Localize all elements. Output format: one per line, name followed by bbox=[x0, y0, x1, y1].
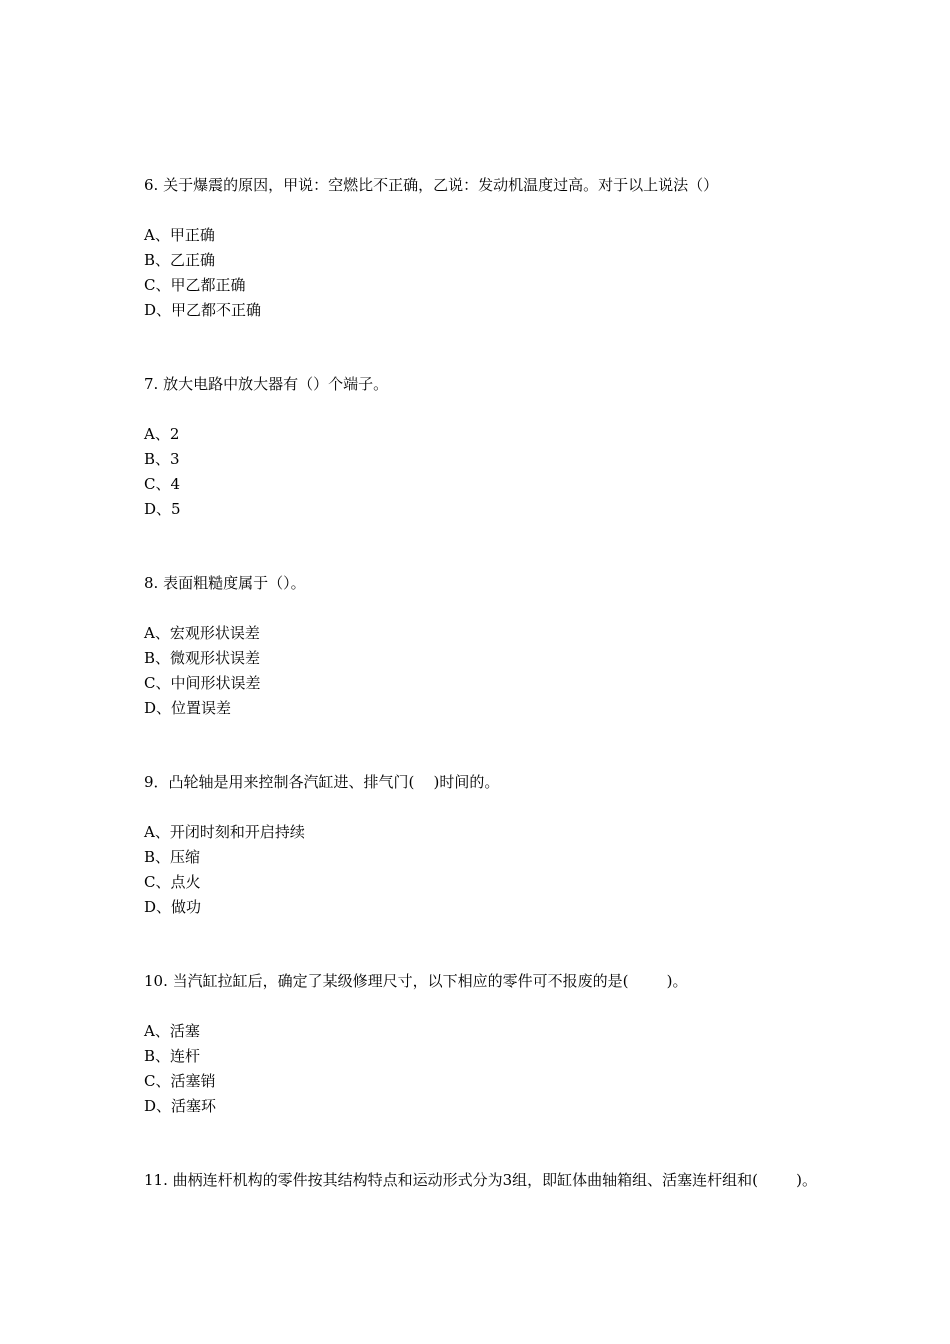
option-c: C、4 bbox=[144, 475, 181, 493]
option-b: B、乙正确 bbox=[144, 251, 216, 269]
option-a: A、2 bbox=[144, 425, 180, 443]
option-d: D、5 bbox=[144, 500, 181, 518]
option-a: A、活塞 bbox=[144, 1022, 200, 1040]
option-d: D、甲乙都不正确 bbox=[144, 301, 262, 319]
option-list bbox=[144, 223, 824, 323]
option-b: B、连杆 bbox=[144, 1047, 201, 1065]
question-10 bbox=[144, 969, 824, 1119]
option-b: B、压缩 bbox=[144, 848, 201, 866]
option-list bbox=[144, 820, 824, 920]
option-c: C、中间形状误差 bbox=[144, 674, 261, 692]
question-6 bbox=[144, 173, 824, 323]
option-c: C、甲乙都正确 bbox=[144, 276, 246, 294]
option-d: D、活塞环 bbox=[144, 1097, 217, 1115]
option-a: A、开闭时刻和开启持续 bbox=[144, 823, 305, 841]
option-a: A、甲正确 bbox=[144, 226, 215, 244]
option-b: B、3 bbox=[144, 450, 180, 468]
question-stem: 10. 当汽缸拉缸后，确定了某级修理尺寸，以下相应的零件可不报废的是( )。 bbox=[144, 972, 688, 990]
question-11 bbox=[144, 1168, 824, 1193]
question-stem: 6. 关于爆震的原因，甲说：空燃比不正确，乙说：发动机温度过高。对于以上说法（） bbox=[144, 176, 719, 194]
question-9 bbox=[144, 770, 824, 920]
question-8 bbox=[144, 571, 824, 721]
question-stem: 9．凸轮轴是用来控制各汽缸进、排气门( )时间的。 bbox=[144, 773, 500, 791]
option-c: C、活塞销 bbox=[144, 1072, 216, 1090]
option-b: B、微观形状误差 bbox=[144, 649, 261, 667]
option-list bbox=[144, 422, 824, 522]
option-list bbox=[144, 1019, 824, 1119]
question-7 bbox=[144, 372, 824, 522]
option-c: C、点火 bbox=[144, 873, 201, 891]
question-stem: 11. 曲柄连杆机构的零件按其结构特点和运动形式分为3组，即缸体曲轴箱组、活塞连杆组和( )。 bbox=[144, 1171, 818, 1189]
option-a: A、宏观形状误差 bbox=[144, 624, 260, 642]
option-list bbox=[144, 621, 824, 721]
option-d: D、位置误差 bbox=[144, 699, 232, 717]
question-stem: 7. 放大电路中放大器有（）个端子。 bbox=[144, 375, 389, 393]
option-d: D、做功 bbox=[144, 898, 202, 916]
question-stem: 8. 表面粗糙度属于（）。 bbox=[144, 574, 306, 592]
